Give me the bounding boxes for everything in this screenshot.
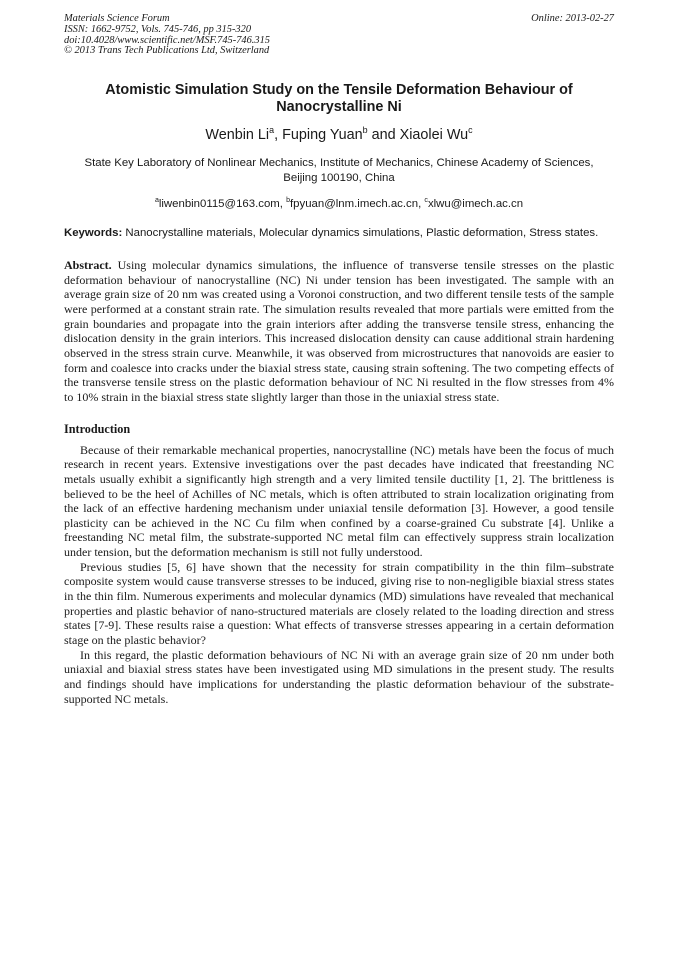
email-address: fpyuan@lnm.imech.ac.cn, — [290, 198, 425, 211]
author-emails — [64, 197, 614, 211]
keywords-label: Keywords: — [64, 227, 123, 240]
online-date: Online: 2013-02-27 — [531, 13, 614, 24]
author-affil-mark: b — [362, 125, 368, 136]
paper-page — [64, 14, 614, 706]
author-name: Wenbin Li — [205, 127, 270, 144]
paper-title: Atomistic Simulation Study on the Tensile Deformation Behaviour of Nanocrystalline Ni — [105, 82, 573, 116]
email-mark: a — [154, 197, 159, 205]
affiliation: State Key Laboratory of Nonlinear Mechanics, Institute of Mechanics, Chinese Academy of Sciences, Beijing 100190, China — [84, 157, 594, 184]
journal-issn: ISSN: 1662-9752, Vols. 745-746, pp 315-320 — [64, 23, 252, 35]
journal-name: Materials Science Forum — [64, 13, 170, 24]
email-address: xlwu@imech.ac.cn — [427, 198, 524, 211]
author-separator: and — [367, 127, 400, 144]
email-mark: b — [286, 197, 291, 205]
author-name: Xiaolei Wu — [399, 127, 469, 144]
paragraph: Because of their remarkable mechanical properties, nanocrystalline (NC) metals have been the focus of much research in recent years. Extensive investigations over the past decades have indicated that freestanding NC metals usually exhibit a significantly high strength and a very limited tensile ductility [1, 2]. The brittleness is believed to be the heel of Achilles of NC metals, which is often attributed to strain localization originating from the lack of an effective hardening mechanism under uniaxial tensile deformation [3]. However, a good tensile plasticity can be achieved in the NC Cu film when confined by a coarse-grained Cu substrate [4]. Unlike a freestanding NC metal film, the substrate-supported NC metal film can effectively suppress strain localization under tension, but the deformation mechanism is still not fully understood. — [64, 442, 614, 560]
abstract — [64, 258, 614, 405]
introduction-body — [64, 443, 614, 707]
paragraph: Previous studies [5, 6] have shown that the necessity for strain compatibility in the thin film–substrate composite system would cause transverse stresses to be induced, giving rise to non-negligible biaxial stress states in the thin film. Numerous experiments and molecular dynamics (MD) simulations have revealed that mechanical properties and plastic behavior of nano-structured materials are closely related to the loading direction and stress states [7-9]. These results raise a question: What effects of transverse stresses appearing in a certain deformation stage on the plastic behavior? — [64, 559, 614, 648]
author-separator: , — [274, 127, 283, 144]
author-list — [64, 126, 614, 144]
section-heading: Introduction — [64, 421, 131, 436]
keywords — [64, 226, 614, 241]
journal-copyright: © 2013 Trans Tech Publications Ltd, Switzerland — [64, 45, 270, 57]
author-affil-mark: c — [468, 125, 473, 136]
journal-header — [64, 14, 614, 57]
abstract-label: Abstract. — [64, 257, 112, 272]
email-address: liwenbin0115@163.com, — [158, 198, 287, 211]
abstract-text: Using molecular dynamics simulations, the influence of transverse tensile stresses on the plastic deformation behaviour of nanocrystalline (NC) Ni under tension has been investigated. The sample with an average grain size of 20 nm was created using a Voronoi construction, and two different tensile tests of the sample were performed at a constant strain rate. The simulation results revealed that more partials were emitted from the grain boundaries and propagate into the grain interiors after adding the transverse tensile stress, enhancing the dislocation density in the grain interiors. This increased dislocation density can cause additional strain hardening observed in the stress strain curve. Meanwhile, it was observed from microstructures that nanovoids are easier to form and coalesce into cracks under the biaxial stress state, causing strain softening. The two competing effects of the transverse tensile stress on the plastic deformation behaviour of NC Ni resulted in the flow stresses from 4% to 10% strain in the biaxial stress state slightly larger than those in the uniaxial stress state. — [64, 257, 614, 404]
author-name: Fuping Yuan — [282, 127, 363, 144]
paragraph: In this regard, the plastic deformation behaviours of NC Ni with an average grain size of 20 nm under both uniaxial and biaxial stress states have been investigated using MD simulations in the present study. The results and findings should have implications for understanding the plastic deformation behaviour of the substrate-supported NC metals. — [64, 647, 614, 706]
email-mark: c — [424, 197, 428, 205]
journal-doi: doi:10.4028/www.scientific.net/MSF.745-746.315 — [64, 34, 270, 46]
author-affil-mark: a — [269, 125, 275, 136]
keywords-text: Nanocrystalline materials, Molecular dynamics simulations, Plastic deformation, Stress states. — [122, 227, 599, 240]
